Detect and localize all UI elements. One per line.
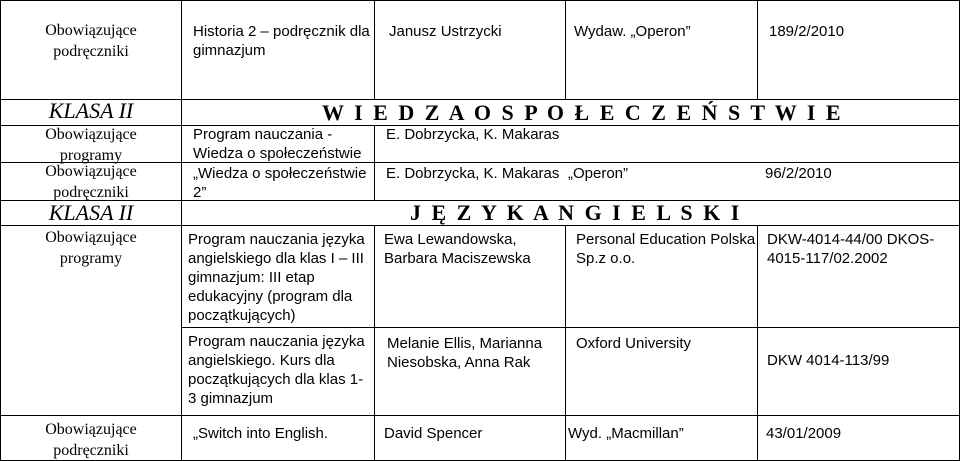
class-title: KLASA II bbox=[48, 200, 134, 225]
column-divider bbox=[374, 0, 375, 99]
publisher-cell: Personal Education Polska Sp.z o.o. bbox=[576, 231, 756, 267]
program-cell: Historia 2 – podręcznik dla gimnazjum bbox=[193, 23, 370, 59]
author-cell: Ewa Lewandowska, Barbara Maciszewska bbox=[384, 231, 531, 267]
number-cell: 96/2/2010 bbox=[765, 165, 832, 182]
row-kind-label: Obowiązujące podręczniki bbox=[45, 163, 137, 201]
row-kind-label: Obowiązujące podręczniki bbox=[45, 22, 137, 60]
program-cell: Program nauczania języka angielskiego. Kurs dla początkujących dla klas 1-3 gimnazjum bbox=[188, 333, 365, 407]
column-divider bbox=[0, 0, 1, 461]
class-title: KLASA II bbox=[48, 98, 134, 123]
column-divider bbox=[757, 0, 758, 99]
column-divider bbox=[565, 225, 566, 461]
row-divider bbox=[0, 415, 960, 416]
program-cell: „Wiedza o społeczeństwie 2” bbox=[193, 165, 367, 201]
author-cell: Janusz Ustrzycki bbox=[389, 23, 502, 40]
publisher-cell: Wydaw. „Operon” bbox=[574, 23, 691, 40]
column-divider bbox=[374, 225, 375, 461]
author-cell: E. Dobrzycka, K. Makaras bbox=[386, 126, 560, 143]
program-cell: Program nauczania - Wiedza o społeczeństwie bbox=[193, 126, 362, 162]
column-divider bbox=[181, 0, 182, 461]
row-kind-label: Obowiązujące programy bbox=[45, 229, 137, 267]
author-cell: Melanie Ellis, Marianna Niesobska, Anna Rak bbox=[387, 335, 543, 371]
column-divider bbox=[757, 225, 758, 461]
number-cell: DKW-4014-44/00 DKOS-4015-117/02.2002 bbox=[767, 231, 935, 267]
number-cell: 189/2/2010 bbox=[769, 23, 845, 40]
author-cell: E. Dobrzycka, K. Makaras bbox=[386, 165, 560, 182]
program-cell: Program nauczania języka angielskiego dla klas I – III gimnazjum: III etap edukacyjny (program dla początkujących) bbox=[188, 231, 365, 324]
number-cell: 43/01/2009 bbox=[766, 425, 842, 442]
row-divider bbox=[0, 225, 960, 226]
row-divider bbox=[0, 0, 960, 1]
row-divider bbox=[181, 327, 960, 328]
column-divider bbox=[565, 0, 566, 99]
number-cell: DKW 4014-113/99 bbox=[767, 352, 890, 369]
subject-banner: J Ę Z Y K A N G I E L S K I bbox=[410, 200, 742, 225]
author-cell: David Spencer bbox=[384, 425, 483, 442]
publisher-cell: Oxford University bbox=[576, 335, 692, 352]
publisher-cell: Wyd. „Macmillan” bbox=[568, 425, 684, 442]
row-kind-label: Obowiązujące programy bbox=[45, 126, 137, 164]
row-kind-label: Obowiązujące podręczniki bbox=[45, 421, 137, 459]
subject-banner: W I E D Z A O S P O Ł E C Z E Ń S T W I E bbox=[322, 100, 844, 125]
program-cell: „Switch into English. bbox=[193, 425, 329, 442]
publisher-cell: „Operon” bbox=[568, 165, 629, 182]
